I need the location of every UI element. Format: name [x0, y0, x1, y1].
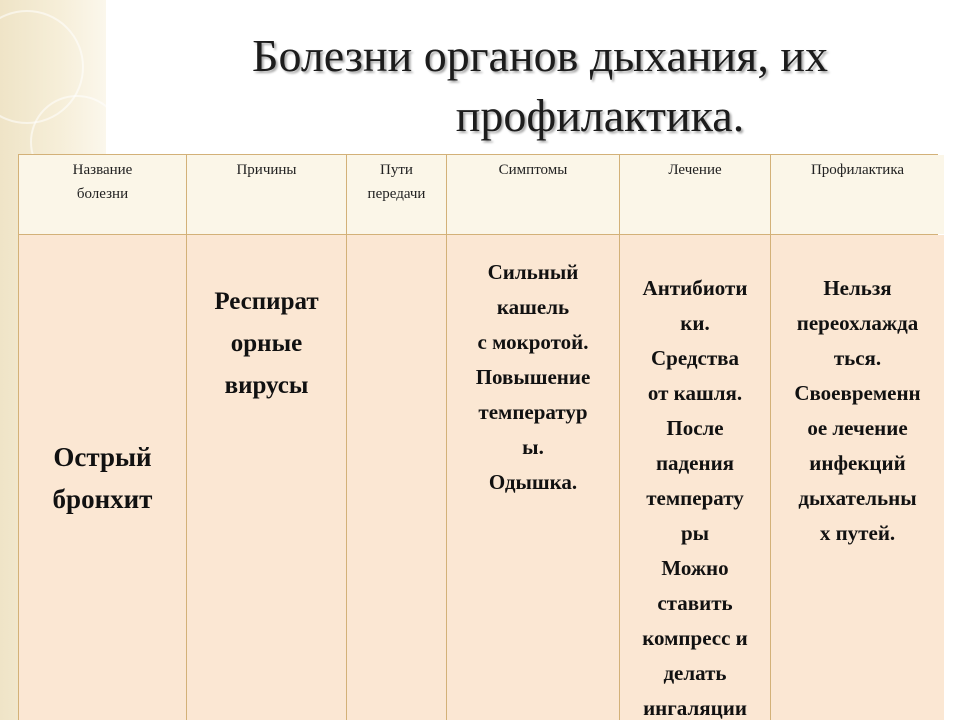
header-text: болезни [76, 186, 129, 202]
cell-text: Антибиоти [642, 276, 748, 300]
header-text: Профилактика [810, 162, 905, 178]
cell-text: температу [646, 486, 744, 510]
header-disease-name [19, 155, 186, 234]
slide-title-line-2: профилактика. [455, 90, 745, 141]
cell-text: делать [663, 661, 727, 685]
cell-text: с мокротой. [477, 330, 589, 354]
header-text: передачи [367, 186, 426, 202]
header-text: Пути [380, 162, 413, 178]
header-text: Причины [236, 162, 297, 178]
cell-text: ры [680, 521, 710, 545]
cell-text: Сильный [487, 260, 579, 284]
header-text: Лечение [668, 162, 722, 178]
header-symptoms [447, 155, 619, 234]
cell-text: ставить [657, 591, 733, 615]
cell-text: ое лечение [807, 416, 908, 440]
cell-text: Средства [651, 346, 739, 370]
cell-text: инфекций [809, 451, 906, 475]
cell-text: ы. [522, 435, 544, 459]
cell-text: бронхит [52, 483, 153, 514]
cell-text: ингаляции [643, 696, 747, 720]
cell-text: вирусы [224, 372, 309, 399]
cell-text: Острый [53, 441, 152, 472]
cell-text: температур [478, 400, 588, 424]
cell-treatment [620, 235, 770, 720]
cell-text: Одышка. [488, 470, 578, 494]
disease-table [18, 154, 938, 720]
cell-transmission [347, 235, 446, 720]
cell-text: Можно [661, 556, 729, 580]
cell-symptoms [447, 235, 619, 720]
cell-text: После [666, 416, 724, 440]
cell-text: Своевременн [794, 381, 921, 405]
header-causes [187, 155, 346, 234]
cell-text: падения [655, 451, 735, 475]
cell-text: Нельзя [823, 276, 892, 300]
cell-text: от кашля. [647, 381, 743, 405]
cell-text: орные [230, 330, 303, 357]
header-treatment [620, 155, 770, 234]
slide-title-line-1: Болезни органов дыхания, их [252, 30, 828, 81]
cell-text: переохлажда [796, 311, 919, 335]
cell-text: ться. [833, 346, 882, 370]
header-prevention [771, 155, 944, 234]
cell-disease [19, 235, 186, 720]
cell-text: х путей. [819, 521, 896, 545]
cell-text: компресс и [642, 626, 748, 650]
header-text: Название [72, 162, 133, 178]
cell-text: ки. [680, 311, 710, 335]
cell-text: кашель [496, 295, 570, 319]
cell-prevention [771, 235, 944, 720]
cell-text: Повышение [475, 365, 591, 389]
cell-text: дыхательны [798, 486, 917, 510]
header-transmission [347, 155, 446, 234]
cell-text: Респират [214, 288, 319, 315]
slide-title [150, 26, 930, 146]
cell-causes [187, 235, 346, 720]
header-text: Симптомы [498, 162, 568, 178]
